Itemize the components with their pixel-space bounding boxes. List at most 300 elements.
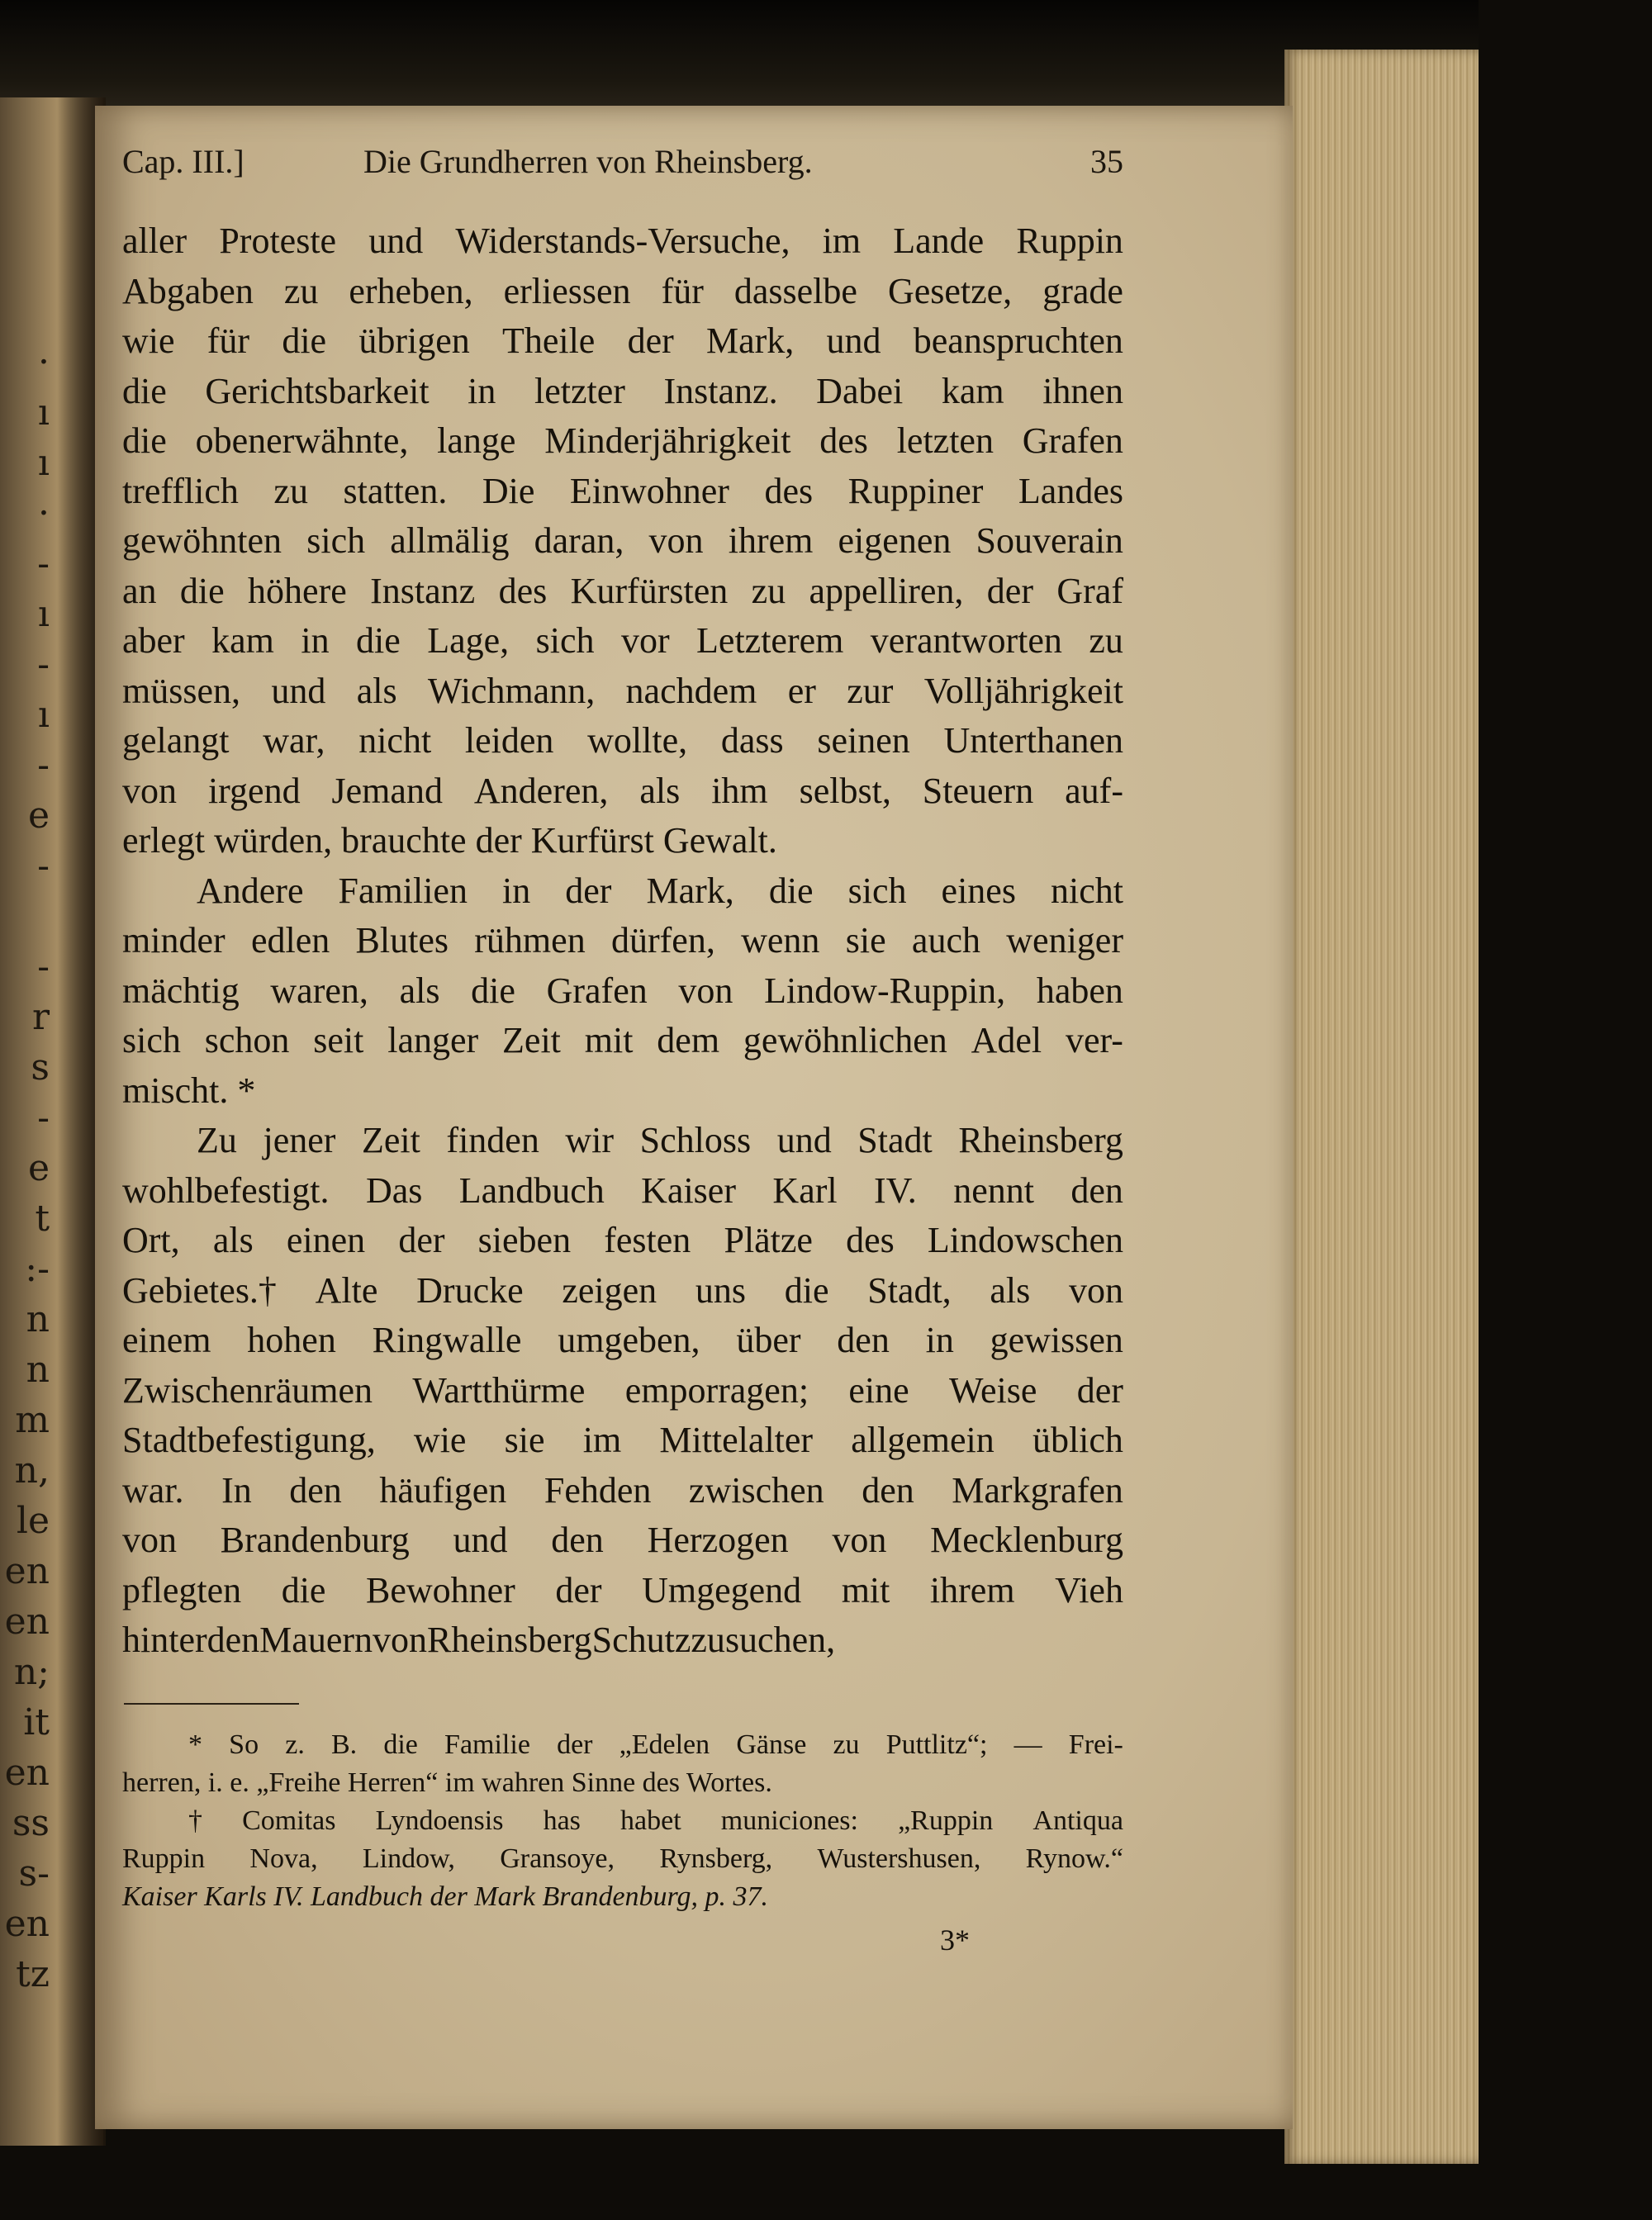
word: Gerichtsbarkeit: [205, 370, 430, 411]
word: den: [206, 1620, 260, 1660]
word: Gransoye,: [500, 1843, 615, 1874]
word: kam: [211, 620, 274, 661]
word: üblich: [1032, 1420, 1123, 1460]
word: Mecklenburg: [930, 1520, 1123, 1560]
word: der: [557, 1729, 593, 1760]
word: nicht: [1050, 870, 1123, 911]
word: —: [1014, 1729, 1042, 1760]
word: zu: [1089, 620, 1123, 661]
footnote-line: [122, 1764, 1123, 1802]
word: des: [846, 1220, 895, 1260]
word: Jemand: [331, 770, 443, 811]
facing-page-letter: n: [26, 1298, 50, 1340]
facing-page-letter: n;: [13, 1651, 50, 1693]
word: der: [565, 870, 612, 911]
word: Umgegend: [642, 1569, 802, 1610]
word: die: [356, 620, 401, 661]
word: dasselbe: [733, 270, 857, 311]
text-line: [122, 666, 1123, 717]
word: gewöhnten: [122, 520, 282, 561]
text-line: [122, 1266, 1123, 1316]
word: „Ruppin: [898, 1805, 994, 1836]
word: aller: [122, 221, 188, 261]
word: langer: [387, 1020, 479, 1060]
word: Steuern: [922, 770, 1034, 811]
word: die: [122, 420, 167, 461]
word: die: [281, 1569, 326, 1610]
text-line: [122, 1416, 1123, 1466]
word: umgeben,: [558, 1320, 700, 1360]
word: weniger: [1006, 920, 1123, 961]
text-line: [122, 1566, 1123, 1616]
word: aber: [122, 620, 185, 661]
word: höhere: [248, 570, 347, 611]
word: und: [826, 320, 881, 361]
facing-page-letter: -: [37, 1097, 50, 1139]
word: Das: [365, 1169, 423, 1211]
word: lange: [437, 420, 516, 461]
text-line: [122, 1615, 1123, 1666]
word: minder: [122, 920, 225, 961]
word: letzter: [534, 370, 625, 411]
word: Zwischenräumen: [122, 1369, 373, 1411]
facing-page-letter: -: [37, 946, 50, 988]
word: beanspruchten: [913, 320, 1123, 361]
word: nennt: [953, 1169, 1034, 1211]
facing-page-letter: en: [4, 1903, 50, 1945]
text-line: [122, 1316, 1123, 1366]
word: des: [764, 470, 814, 511]
text-line: [122, 216, 1123, 267]
word: mächtig: [122, 970, 240, 1011]
word: wohlbefestigt.: [122, 1169, 330, 1211]
facing-page-letter: ·: [38, 492, 50, 534]
facing-page-letters: [0, 337, 50, 1999]
word: Adel: [971, 1020, 1042, 1060]
word: ihrem: [929, 1569, 1015, 1610]
word: festen: [604, 1220, 691, 1260]
facing-page-letter: le: [16, 1500, 50, 1542]
facing-page-letter: -: [37, 643, 50, 685]
word: Gesetze,: [887, 270, 1013, 311]
word: Markgrafen: [952, 1469, 1123, 1511]
word: des: [819, 420, 868, 461]
word: vor: [620, 620, 670, 661]
word: in: [502, 870, 531, 911]
word: „Edelen: [619, 1729, 710, 1760]
word: Zeit: [361, 1120, 420, 1160]
word: die: [471, 970, 515, 1011]
word: in: [925, 1320, 954, 1360]
facing-page-letter: [0, 891, 50, 942]
word: die: [179, 570, 225, 611]
text-line: [122, 316, 1123, 367]
word: sie: [845, 920, 886, 961]
word: sich: [122, 1020, 181, 1060]
word: Alte: [315, 1269, 378, 1311]
word: obenerwähnte,: [195, 420, 409, 461]
word: gewissen: [990, 1320, 1123, 1360]
word: von: [648, 520, 704, 561]
facing-page-letter: -: [37, 744, 50, 786]
word: von: [832, 1520, 887, 1560]
text-line: [122, 416, 1123, 467]
word: jener: [263, 1120, 336, 1160]
word: seinen: [817, 720, 910, 761]
footnote-line: [122, 1726, 1123, 1764]
word: zwischen: [688, 1469, 824, 1511]
word: Proteste: [219, 221, 337, 261]
word: Stadt,: [867, 1269, 952, 1311]
word: Brandenburg: [220, 1520, 410, 1560]
word: dürfen,: [610, 920, 715, 961]
word: Stadt: [857, 1120, 933, 1160]
word: Wichmann,: [427, 670, 596, 711]
text-line: [122, 766, 1123, 817]
facing-page-letter: e: [27, 795, 50, 837]
text-line: [122, 467, 1123, 517]
word: So: [229, 1729, 259, 1760]
word: Blutes: [355, 920, 449, 961]
word: im: [822, 221, 862, 261]
word: Mark,: [646, 870, 734, 911]
word: municiones:: [720, 1805, 858, 1836]
word: Lage,: [427, 620, 510, 661]
word: für: [206, 320, 250, 361]
word: mit: [584, 1020, 634, 1060]
word: Schutz: [591, 1620, 691, 1660]
word: übrigen: [358, 320, 470, 361]
word: Kurfürsten: [570, 570, 729, 611]
chapter-label: Cap. III.]: [122, 143, 244, 180]
word: Die: [482, 470, 535, 511]
word: mischt. *: [122, 1070, 256, 1111]
word: Antiqua: [1032, 1805, 1123, 1836]
facing-page-letter: ss: [12, 1802, 50, 1844]
word: er: [787, 670, 816, 711]
word: Puttlitz“;: [885, 1729, 988, 1760]
word: zu: [691, 1620, 725, 1660]
facing-page-letter: -: [37, 543, 50, 585]
word: ihm: [711, 770, 768, 811]
facing-page-letter: -: [37, 845, 50, 887]
word: Unterthanen: [943, 720, 1123, 761]
word: grade: [1042, 270, 1123, 311]
word: Comitas: [242, 1805, 336, 1836]
word: nicht: [358, 720, 432, 761]
word: nachdem: [625, 670, 757, 711]
word: Ruppin: [122, 1843, 206, 1874]
word: die: [282, 320, 327, 361]
word: Grafen: [1022, 420, 1123, 461]
facing-page-letter: ı: [37, 442, 50, 484]
running-title: Die Grundherren von Rheinsberg.: [363, 143, 813, 180]
word: Plätze: [724, 1220, 813, 1260]
word: Ort,: [122, 1220, 180, 1260]
text-line: [122, 816, 1123, 866]
word: als: [212, 1220, 254, 1260]
word: den: [289, 1469, 342, 1511]
text-line: [122, 1016, 1123, 1066]
word: dem: [657, 1020, 720, 1060]
word: Karl: [772, 1169, 838, 1211]
word: seit: [313, 1020, 364, 1060]
word: die: [383, 1729, 418, 1760]
word: Theile: [501, 320, 596, 361]
text-line: [122, 866, 1123, 917]
signature-mark: 3*: [940, 1924, 970, 1957]
word: als: [399, 970, 440, 1011]
word: Rheinsberg: [958, 1120, 1123, 1160]
word: Instanz: [370, 570, 476, 611]
word: Stadtbefestigung,: [122, 1420, 376, 1460]
word: die: [122, 370, 167, 411]
word: mit: [841, 1569, 890, 1610]
word: von: [122, 770, 177, 811]
word: ihrem: [728, 520, 814, 561]
word: über: [736, 1320, 801, 1360]
text-line: [122, 1116, 1123, 1166]
word: Gänse: [736, 1729, 807, 1760]
word: den: [837, 1320, 890, 1360]
word: hohen: [247, 1320, 336, 1360]
word: Familie: [444, 1729, 530, 1760]
word: Landbuch: [458, 1169, 605, 1211]
word: im: [582, 1420, 622, 1460]
word: zeigen: [562, 1269, 657, 1311]
word: Ruppiner: [847, 470, 984, 511]
word: Lyndoensis: [375, 1805, 504, 1836]
word: war,: [263, 720, 325, 761]
word: sieben: [477, 1220, 572, 1260]
text-line: [122, 367, 1123, 417]
word: has: [543, 1805, 581, 1836]
word: selbst,: [799, 770, 891, 811]
word: an: [122, 570, 157, 611]
word: Ruppin: [1016, 221, 1123, 261]
word: von: [122, 1520, 177, 1560]
word: Mark,: [706, 320, 795, 361]
word: Widerstands-Versuche,: [455, 221, 790, 261]
word: als: [356, 670, 397, 711]
facing-page-letter: n: [26, 1349, 50, 1391]
facing-page-letter: n,: [14, 1449, 50, 1492]
facing-page-letter: en: [4, 1752, 50, 1794]
facing-page-letter: en: [4, 1550, 50, 1592]
word: und: [453, 1520, 508, 1560]
word: B.: [330, 1729, 358, 1760]
word: irgend: [207, 770, 301, 811]
word: zur: [847, 670, 894, 711]
text-line: [122, 1066, 1123, 1117]
word: und: [776, 1120, 832, 1160]
word: den: [1070, 1169, 1123, 1211]
text-line: [122, 516, 1123, 567]
word: verantworten: [870, 620, 1062, 661]
word: eigenen: [838, 520, 952, 561]
word: sich: [306, 520, 366, 561]
word: emporragen;: [624, 1369, 809, 1411]
word: allmälig: [390, 520, 510, 561]
word: Minderjährigkeit: [544, 420, 791, 461]
word: Souverain: [976, 520, 1123, 561]
word: als: [639, 770, 681, 811]
word: Instanz.: [663, 370, 778, 411]
page-number: 35: [1090, 143, 1123, 180]
book-cover-edge: [0, 0, 1479, 116]
word: Familien: [338, 870, 468, 911]
word: habet: [620, 1805, 681, 1836]
word: letzten: [896, 420, 994, 461]
word: Abgaben: [122, 270, 254, 311]
word: allgemein: [851, 1420, 995, 1460]
body-text: [122, 216, 1123, 1666]
word: IV.: [874, 1169, 917, 1211]
word: der: [627, 320, 674, 361]
text-line: [122, 1216, 1123, 1266]
facing-page-letter: t: [35, 1198, 50, 1240]
word: waren,: [270, 970, 368, 1011]
word: pflegten: [122, 1569, 242, 1610]
facing-page-letter: ı: [37, 391, 50, 434]
word: Graf: [1056, 570, 1123, 611]
word: von: [373, 1620, 428, 1660]
footnote-line: [122, 1840, 1123, 1878]
word: gelangt: [122, 720, 230, 761]
word: wie: [122, 320, 175, 361]
footnote-rule: [124, 1703, 299, 1705]
word: den: [862, 1469, 914, 1511]
word: Herzogen: [647, 1520, 789, 1560]
word: zu: [273, 470, 308, 511]
text-line: [122, 716, 1123, 766]
word: Mittelalter: [659, 1420, 814, 1460]
word: sich: [535, 620, 595, 661]
word: appelliren,: [809, 570, 964, 611]
word: wenn: [741, 920, 820, 961]
word: daran,: [534, 520, 624, 561]
facing-page-letter: s: [31, 1046, 50, 1089]
word: Nova,: [249, 1843, 318, 1874]
word: Weise: [949, 1369, 1037, 1411]
word: schon: [204, 1020, 290, 1060]
word: Ringwalle: [372, 1320, 522, 1360]
facing-page-letter: tz: [16, 1953, 50, 1995]
word: von: [1069, 1269, 1123, 1311]
word: Lindowschen: [927, 1220, 1123, 1260]
facing-page-letter: ı: [37, 694, 50, 736]
facing-page-letter: s-: [18, 1852, 50, 1895]
word: den: [551, 1520, 604, 1560]
word: Schloss: [639, 1120, 752, 1160]
word: Dabei: [816, 370, 904, 411]
word: ver-: [1065, 1020, 1123, 1060]
word: †: [188, 1805, 202, 1836]
word: hinter: [122, 1620, 207, 1660]
text-line: [122, 267, 1123, 317]
word: wir: [565, 1120, 615, 1160]
word: ihnen: [1042, 370, 1123, 411]
word: leiden: [464, 720, 554, 761]
text-line: [122, 567, 1123, 617]
word: Andere: [197, 870, 304, 911]
text-line: [122, 616, 1123, 666]
word: *: [188, 1729, 202, 1760]
word: finden: [446, 1120, 539, 1160]
word: wie: [413, 1420, 467, 1460]
word: zu: [751, 570, 786, 611]
word: in: [468, 370, 496, 411]
word: erliessen: [503, 270, 631, 311]
word: erlegt würden, brauchte der Kurfürst Gewalt.: [122, 820, 777, 861]
word: Rynow.“: [1025, 1843, 1123, 1874]
word: Rynsberg,: [659, 1843, 773, 1874]
word: edlen: [250, 920, 330, 961]
word: Frei-: [1068, 1729, 1123, 1760]
text-line: [122, 1166, 1123, 1217]
word: war.: [122, 1469, 184, 1511]
word: Bewohner: [366, 1569, 515, 1610]
word: Drucke: [416, 1269, 524, 1311]
word: In: [221, 1469, 252, 1511]
word: und: [271, 670, 326, 711]
word: Anderen,: [473, 770, 609, 811]
word: der: [555, 1569, 602, 1610]
facing-page-letter: e: [27, 1147, 50, 1189]
text-line: [122, 1366, 1123, 1416]
word: gewöhnlichen: [743, 1020, 947, 1060]
word: Kaiser: [641, 1169, 736, 1211]
word: Lindow-Ruppin,: [764, 970, 1006, 1011]
word: dass: [720, 720, 784, 761]
text-line: [122, 916, 1123, 966]
footnote-line: [122, 1802, 1123, 1840]
word: zu: [283, 270, 319, 311]
footnote-source: Kaiser Karls IV. Landbuch der Mark Brandenburg, p. 37.: [122, 1881, 768, 1912]
word: suchen,: [724, 1620, 836, 1660]
word: in: [301, 620, 330, 661]
word: einen: [286, 1220, 366, 1260]
word: rühmen: [474, 920, 586, 961]
word: die: [784, 1269, 829, 1311]
facing-page-letter: ı: [37, 593, 50, 635]
word: der: [986, 570, 1033, 611]
word: Zeit: [502, 1020, 561, 1060]
running-head: [122, 142, 1123, 192]
word: auf-: [1065, 770, 1123, 811]
word: wollte,: [587, 720, 688, 761]
word: eine: [848, 1369, 909, 1411]
word: müssen,: [122, 670, 240, 711]
word: Fehden: [544, 1469, 652, 1511]
word: Wustershusen,: [817, 1843, 981, 1874]
word: die: [768, 870, 814, 911]
word: herren, i. e. „Freihe Herren“ im wahren Sinne des Wortes.: [122, 1767, 772, 1798]
word: uns: [695, 1269, 747, 1311]
word: einem: [122, 1320, 211, 1360]
word: Gebietes.†: [122, 1269, 277, 1311]
word: Rheinsberg: [427, 1620, 592, 1660]
word: als: [990, 1269, 1031, 1311]
word: erheben,: [349, 270, 473, 311]
word: Lande: [893, 221, 985, 261]
word: Lindow,: [362, 1843, 455, 1874]
word: Wartthürme: [412, 1369, 586, 1411]
text-line: [122, 966, 1123, 1017]
word: der: [1076, 1369, 1123, 1411]
word: kam: [941, 370, 1004, 411]
word: eines: [941, 870, 1016, 911]
